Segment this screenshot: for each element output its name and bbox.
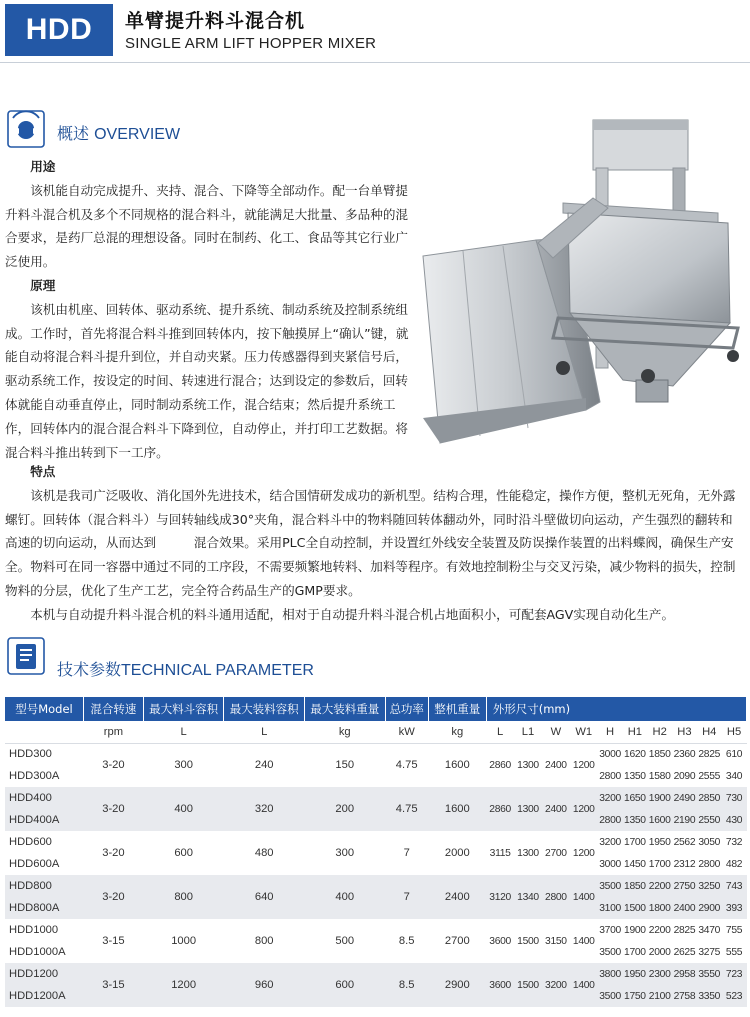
height-cell: 2800 (698, 858, 721, 870)
units-row (5, 721, 747, 743)
unit-cell (5, 721, 83, 743)
height-cell: 2900 (697, 897, 722, 919)
width-cell: 2800 (542, 875, 570, 919)
height-cell: 1700 (648, 858, 671, 870)
load-volume-cell: 800 (254, 935, 274, 947)
height-cell: 2800 (599, 770, 621, 782)
height-cell: 2100 (647, 985, 672, 1007)
col-speed: 混合转速 (83, 697, 143, 721)
spec-table (5, 697, 747, 1007)
total-weight-cell: 1600 (444, 759, 470, 772)
height-cell: 3200 (598, 787, 623, 809)
hopper-volume-cell: 400 (143, 787, 224, 831)
model-cell: HDD300A (9, 770, 60, 782)
height-cell: 2825 (698, 748, 721, 760)
model-cell: HDD1000A (9, 946, 66, 958)
width1-cell: 1400 (572, 935, 595, 947)
height-cell: 2750 (672, 875, 697, 897)
purpose-heading: 用途 (30, 159, 56, 174)
load-weight-cell: 600 (304, 963, 385, 1007)
height-cell: 3000 (599, 858, 621, 870)
table-row (5, 963, 747, 985)
load-volume-cell: 960 (224, 963, 305, 1007)
height-cell: 2490 (672, 787, 697, 809)
principle-heading: 原理 (30, 277, 56, 293)
power-cell: 8.5 (385, 963, 428, 1007)
height-cell: 1850 (622, 875, 647, 897)
height-cell: 1700 (624, 946, 646, 958)
total-weight-cell: 2000 (444, 847, 470, 859)
height-cell: 1850 (648, 748, 671, 760)
speed-cell: 3-20 (102, 759, 125, 772)
table-row (5, 787, 747, 809)
total-weight-cell: 2700 (444, 935, 470, 947)
purpose-paragraph: 该机能自动完成提升、夹持、混合、下降等全部动作。配一台单臂提升料斗混合机及多个不同规格的混合料斗，就能满足大批量、多品种的混合要求，是药厂总混的理想设备。同时在制药、化工、食品等其它行业广泛使用。 (5, 182, 408, 270)
height-cell: 2300 (647, 963, 672, 985)
load-volume-cell: 640 (224, 875, 305, 919)
table-row (5, 875, 747, 897)
height-cell: 1350 (624, 770, 646, 782)
height-cell: 2190 (672, 809, 697, 831)
height-cell: 3200 (599, 836, 621, 848)
col-power: 总功率 (385, 697, 428, 721)
height-cell: 1900 (624, 924, 646, 936)
height-cell: 1950 (648, 836, 671, 848)
height-cell: 555 (725, 946, 743, 958)
speed-cell: 3-20 (83, 875, 143, 919)
col-model: 型号Model (5, 697, 83, 721)
width-cell: 2700 (545, 847, 567, 859)
height-cell: 482 (725, 858, 743, 870)
load-weight-cell: 400 (304, 875, 385, 919)
hopper-volume-cell: 1200 (143, 963, 224, 1007)
load-weight-cell: 150 (335, 759, 355, 772)
unit-cell: kW (385, 721, 428, 743)
unit-cell: L (224, 721, 305, 743)
height-cell: 3500 (599, 946, 621, 958)
height-cell: 1500 (622, 897, 647, 919)
power-cell: 7 (385, 875, 428, 919)
height-cell: 3800 (598, 963, 623, 985)
height-cell: 1650 (622, 787, 647, 809)
width1-cell: 1200 (570, 787, 598, 831)
table-header-row (5, 697, 747, 721)
height-cell: 1950 (622, 963, 647, 985)
model-cell: HDD1200A (5, 985, 83, 1007)
height-cell: 2550 (697, 809, 722, 831)
features-paragraph: 该机是我司广泛吸收、消化国外先进技术，结合国情研发成功的新机型。结构合理，性能稳定，操作方便，整机无死角，无外露螺钉。回转体（混合料斗）与回转轴线成30°夹角，混合料斗中的物料随回转体翻动外，同时沿斗壁做切向运动，产生强烈的翻转和高速的切向运动，从而达到 混合效果。采用PLC全自动控制，并设置红外线安全装置及防误操作装置的出料蝶阀，确保生产安全。物料可在同一容器中通过不同的工序段，不需要频繁地转料、加料等程序。有效地控制粉尘与交叉污染，减少物料的损失，控制物料的分层，优化了生产工艺，完全符合药品生产的GMP要求。 (5, 487, 736, 598)
height-cell: 1580 (648, 770, 671, 782)
length1-cell: 1300 (517, 847, 539, 859)
page-title: 单臂提升料斗混合机 (125, 10, 306, 32)
width1-cell: 1200 (572, 759, 595, 771)
load-weight-cell: 500 (335, 935, 355, 947)
model-cell: HDD600A (9, 858, 60, 870)
col-hopper-volume: 最大料斗容积 (143, 697, 224, 721)
total-weight-cell: 2900 (428, 963, 486, 1007)
length1-cell: 1300 (514, 787, 542, 831)
length-cell: 3600 (486, 963, 514, 1007)
load-volume-cell: 320 (224, 787, 305, 831)
principle-paragraph: 该机由机座、回转体、驱动系统、提升系统、制动系统及控制系统组成。工作时，首先将混合料斗推到回转体内，按下触摸屏上“确认”键，就能自动将混合料斗提升到位，并自动夹紧。压力传感器得到夹紧信号后，驱动系统工作，按设定的时间、转速进行混合；达到设定的参数后，回转体就能自动垂直停止，同时制动系统工作，混合结束；然后提升系统工作，回转体内的混合混合料斗下降到位，自动停止，并打印工艺数据。将混合料斗推出转到下一工序。 (5, 301, 409, 460)
agv-paragraph: 本机与自动提升料斗混合机的料斗通用适配，相对于自动提升料斗混合机占地面积小，可配套AGV实现自动化生产。 (30, 606, 675, 622)
total-weight-cell: 2400 (428, 875, 486, 919)
height-cell: 1350 (622, 809, 647, 831)
unit-cell: L1 (514, 721, 542, 743)
speed-cell: 3-15 (83, 963, 143, 1007)
mixer-machine-image (418, 118, 748, 453)
col-total-weight: 整机重量 (428, 697, 486, 721)
model-cell: HDD800A (5, 897, 83, 919)
unit-cell: kg (304, 721, 385, 743)
height-cell: 2400 (672, 897, 697, 919)
height-cell: 2758 (672, 985, 697, 1007)
height-cell: 2850 (697, 787, 722, 809)
unit-cell: H (598, 721, 623, 743)
total-weight-cell: 1600 (428, 787, 486, 831)
height-cell: 2562 (673, 836, 696, 848)
height-cell: 3000 (599, 748, 621, 760)
height-cell: 2200 (647, 875, 672, 897)
height-cell: 523 (722, 985, 747, 1007)
model-cell: HDD1000 (9, 924, 59, 936)
power-cell: 4.75 (395, 759, 418, 772)
width1-cell: 1200 (572, 847, 595, 859)
model-cell: HDD400 (5, 787, 83, 809)
length-cell: 2860 (486, 787, 514, 831)
hopper-volume-cell: 1000 (171, 935, 197, 947)
unit-cell: H3 (672, 721, 697, 743)
width-cell: 2400 (542, 787, 570, 831)
height-cell: 2625 (673, 946, 696, 958)
height-cell: 3700 (599, 924, 621, 936)
height-cell: 3500 (598, 875, 623, 897)
load-weight-cell: 200 (304, 787, 385, 831)
document-list-icon (7, 637, 45, 675)
unit-cell: H5 (722, 721, 747, 743)
model-cell: HDD800 (5, 875, 83, 897)
height-cell: 3275 (698, 946, 721, 958)
width-cell: 3200 (542, 963, 570, 1007)
width-cell: 3150 (545, 935, 567, 947)
length1-cell: 1500 (514, 963, 542, 1007)
width1-cell: 1400 (570, 875, 598, 919)
height-cell: 610 (725, 748, 743, 760)
overview-heading-cn: 概述 (57, 124, 90, 143)
model-cell: HDD1200 (5, 963, 83, 985)
length-cell: 3600 (489, 935, 511, 947)
height-cell: 723 (722, 963, 747, 985)
overview-text-left (5, 155, 410, 464)
height-cell: 1900 (647, 787, 672, 809)
height-cell: 755 (725, 924, 743, 936)
height-cell: 1800 (647, 897, 672, 919)
speed-cell: 3-15 (102, 935, 125, 947)
model-badge: HDD (5, 4, 113, 56)
height-cell: 340 (725, 770, 743, 782)
unit-cell: H1 (622, 721, 647, 743)
model-cell: HDD300 (9, 748, 52, 761)
table-row (5, 743, 747, 765)
unit-cell: W (542, 721, 570, 743)
height-cell: 743 (722, 875, 747, 897)
height-cell: 2825 (673, 924, 696, 936)
technical-heading-en: TECHNICAL PARAMETER (121, 662, 314, 679)
height-cell: 1450 (624, 858, 646, 870)
unit-cell: W1 (570, 721, 598, 743)
speed-cell: 3-20 (83, 787, 143, 831)
height-cell: 2555 (698, 770, 721, 782)
unit-cell: L (486, 721, 514, 743)
header-divider (0, 62, 750, 63)
unit-cell: kg (428, 721, 486, 743)
overview-heading (57, 121, 180, 144)
technical-heading-cn: 技术参数 (57, 660, 122, 679)
power-cell: 7 (403, 847, 410, 859)
length-cell: 3120 (486, 875, 514, 919)
length1-cell: 1300 (517, 759, 539, 771)
height-cell: 2312 (673, 858, 696, 870)
height-cell: 3350 (697, 985, 722, 1007)
unit-cell: H4 (697, 721, 722, 743)
height-cell: 3100 (598, 897, 623, 919)
height-cell: 2800 (598, 809, 623, 831)
speed-cell: 3-20 (102, 847, 125, 859)
length1-cell: 1500 (517, 935, 539, 947)
length-cell: 2860 (489, 759, 511, 771)
height-cell: 732 (725, 836, 743, 848)
height-cell: 2958 (672, 963, 697, 985)
model-cell: HDD600 (9, 836, 52, 848)
height-cell: 2200 (648, 924, 671, 936)
length1-cell: 1340 (514, 875, 542, 919)
height-cell: 430 (722, 809, 747, 831)
width1-cell: 1400 (570, 963, 598, 1007)
power-cell: 4.75 (385, 787, 428, 831)
width-cell: 2400 (545, 759, 567, 771)
hopper-volume-cell: 300 (174, 759, 193, 772)
height-cell: 2000 (648, 946, 671, 958)
page-subtitle: SINGLE ARM LIFT HOPPER MIXER (125, 35, 377, 52)
height-cell: 3470 (698, 924, 721, 936)
height-cell: 1600 (647, 809, 672, 831)
height-cell: 730 (722, 787, 747, 809)
technical-heading (57, 657, 314, 680)
load-weight-cell: 300 (335, 847, 355, 859)
col-dimensions: 外形尺寸(mm) (486, 697, 746, 721)
unit-cell: rpm (83, 721, 143, 743)
length-cell: 3115 (489, 847, 511, 859)
power-cell: 8.5 (398, 935, 415, 947)
hopper-volume-cell: 800 (143, 875, 224, 919)
height-cell: 3550 (697, 963, 722, 985)
unit-cell: L (143, 721, 224, 743)
col-load-weight: 最大装料重量 (304, 697, 385, 721)
overview-heading-en: OVERVIEW (94, 126, 181, 143)
hopper-volume-cell: 600 (174, 847, 193, 859)
height-cell: 2090 (673, 770, 696, 782)
overview-text-full (5, 460, 745, 627)
height-cell: 1620 (624, 748, 646, 760)
model-cell: HDD400A (5, 809, 83, 831)
unit-cell: H2 (647, 721, 672, 743)
headset-icon (7, 110, 45, 148)
height-cell: 3250 (697, 875, 722, 897)
table-row (5, 919, 747, 941)
col-load-volume: 最大装料容积 (224, 697, 305, 721)
height-cell: 1750 (622, 985, 647, 1007)
height-cell: 1700 (624, 836, 646, 848)
height-cell: 393 (722, 897, 747, 919)
features-heading: 特点 (30, 464, 56, 479)
load-volume-cell: 240 (254, 759, 274, 772)
height-cell: 3500 (598, 985, 623, 1007)
load-volume-cell: 480 (254, 847, 274, 859)
table-row (5, 831, 747, 853)
height-cell: 2360 (673, 748, 696, 760)
height-cell: 3050 (698, 836, 721, 848)
